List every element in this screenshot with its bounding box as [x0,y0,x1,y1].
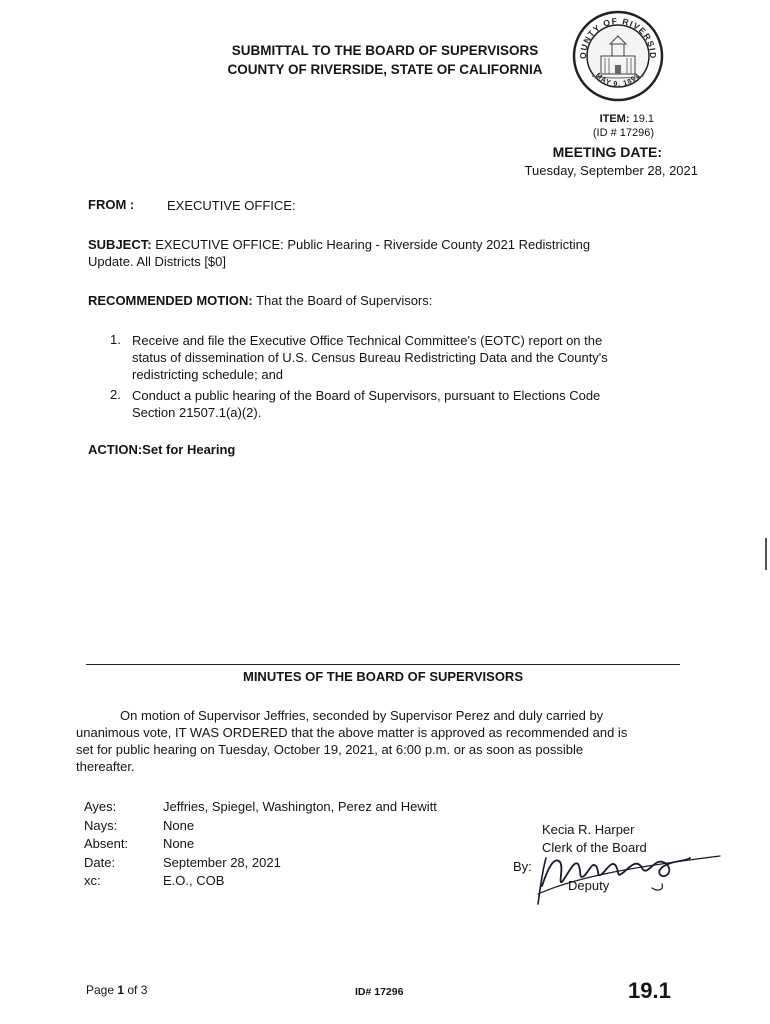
county-seal [572,10,664,102]
motion-text: That the Board of Supervisors: [256,293,433,308]
deputy-signature [534,838,724,908]
seal-bottom-text: MAY 9, 1893 [594,72,642,89]
clerk-role: Deputy [568,878,610,893]
vote-value-ayes: Jeffries, Spiegel, Washington, Perez and Hewitt [163,799,437,814]
minutes-line-2: unanimous vote, IT WAS ORDERED that the above matter is approved as recommended and is [76,725,628,740]
header-line-1: SUBMITTAL TO THE BOARD OF SUPERVISORS [231,43,539,58]
vote-label-xc: xc: [84,873,101,888]
recommended-motion [88,292,432,309]
vote-label-ayes: Ayes: [84,799,117,814]
vote-value-absent: None [163,836,195,851]
subject-label: SUBJECT: [88,237,152,252]
motion-item-2-line-2: Section 21507.1(a)(2). [132,405,262,420]
clerk-name: Kecia R. Harper [542,822,635,837]
subject-line-1 [88,236,684,253]
vote-label-date: Date: [84,854,116,870]
clerk-title: Clerk of the Board [542,840,647,855]
from-label: FROM : [88,197,135,212]
footer-item-number: 19.1 [628,978,671,1003]
page-prefix: Page [86,983,118,997]
from-value: EXECUTIVE OFFICE: [167,198,296,213]
action-value: Set for Hearing [142,442,236,457]
vote-label-absent: Absent: [84,836,129,851]
motion-item-1-line-2: status of dissemination of U.S. Census Bureau Redistricting Data and the County's [132,350,608,365]
page-suffix: of 3 [124,983,148,997]
motion-item-1-line-3: redistricting schedule; and [132,367,284,382]
seal-top-text: OUNTY OF RIVERSID [577,15,659,60]
action-line [88,442,235,457]
meeting-date-label: MEETING DATE: [552,144,662,160]
clerk-by: By: [513,859,532,874]
item-id: (ID # 17296) [592,127,654,139]
motion-item-1-line-1: Receive and file the Executive Office Technical Committee's (EOTC) report on the [132,333,603,348]
vote-value-nays: None [163,817,195,833]
action-label: ACTION: [88,442,143,457]
page-indicator [86,983,147,997]
motion-item-1-number: 1. [110,332,121,347]
vote-value-date: September 28, 2021 [163,854,281,870]
vote-label-nays: Nays: [84,817,118,833]
item-number: 19.1 [632,113,654,125]
motion-label: RECOMMENDED MOTION: [88,293,253,308]
vote-values [163,798,437,891]
page-number: 1 [117,983,125,997]
header-line-2: COUNTY OF RIVERSIDE, STATE OF CALIFORNIA [227,62,543,77]
minutes-line-4: thereafter. [76,759,135,774]
motion-item-2-number: 2. [110,387,121,402]
scan-mark [765,538,767,570]
motion-item-2-line-1: Conduct a public hearing of the Board of Supervisors, pursuant to Elections Code [132,388,601,403]
minutes-divider [86,664,680,665]
meeting-date-value: Tuesday, September 28, 2021 [524,163,698,178]
vote-labels [84,798,128,891]
subject-text-1: EXECUTIVE OFFICE: Public Hearing - Riverside County 2021 Redistricting [155,237,591,252]
minutes-line-3: set for public hearing on Tuesday, October 19, 2021, at 6:00 p.m. or as soon as possible [76,742,584,757]
footer-id: ID# 17296 [355,986,404,998]
subject-line-2: Update. All Districts [$0] [88,254,226,269]
minutes-line-1: On motion of Supervisor Jeffries, seconded by Supervisor Perez and duly carried by [120,708,604,723]
item-block [593,112,654,140]
vote-value-xc: E.O., COB [163,873,225,888]
item-label: ITEM: [599,113,630,125]
minutes-title: MINUTES OF THE BOARD OF SUPERVISORS [242,669,523,684]
